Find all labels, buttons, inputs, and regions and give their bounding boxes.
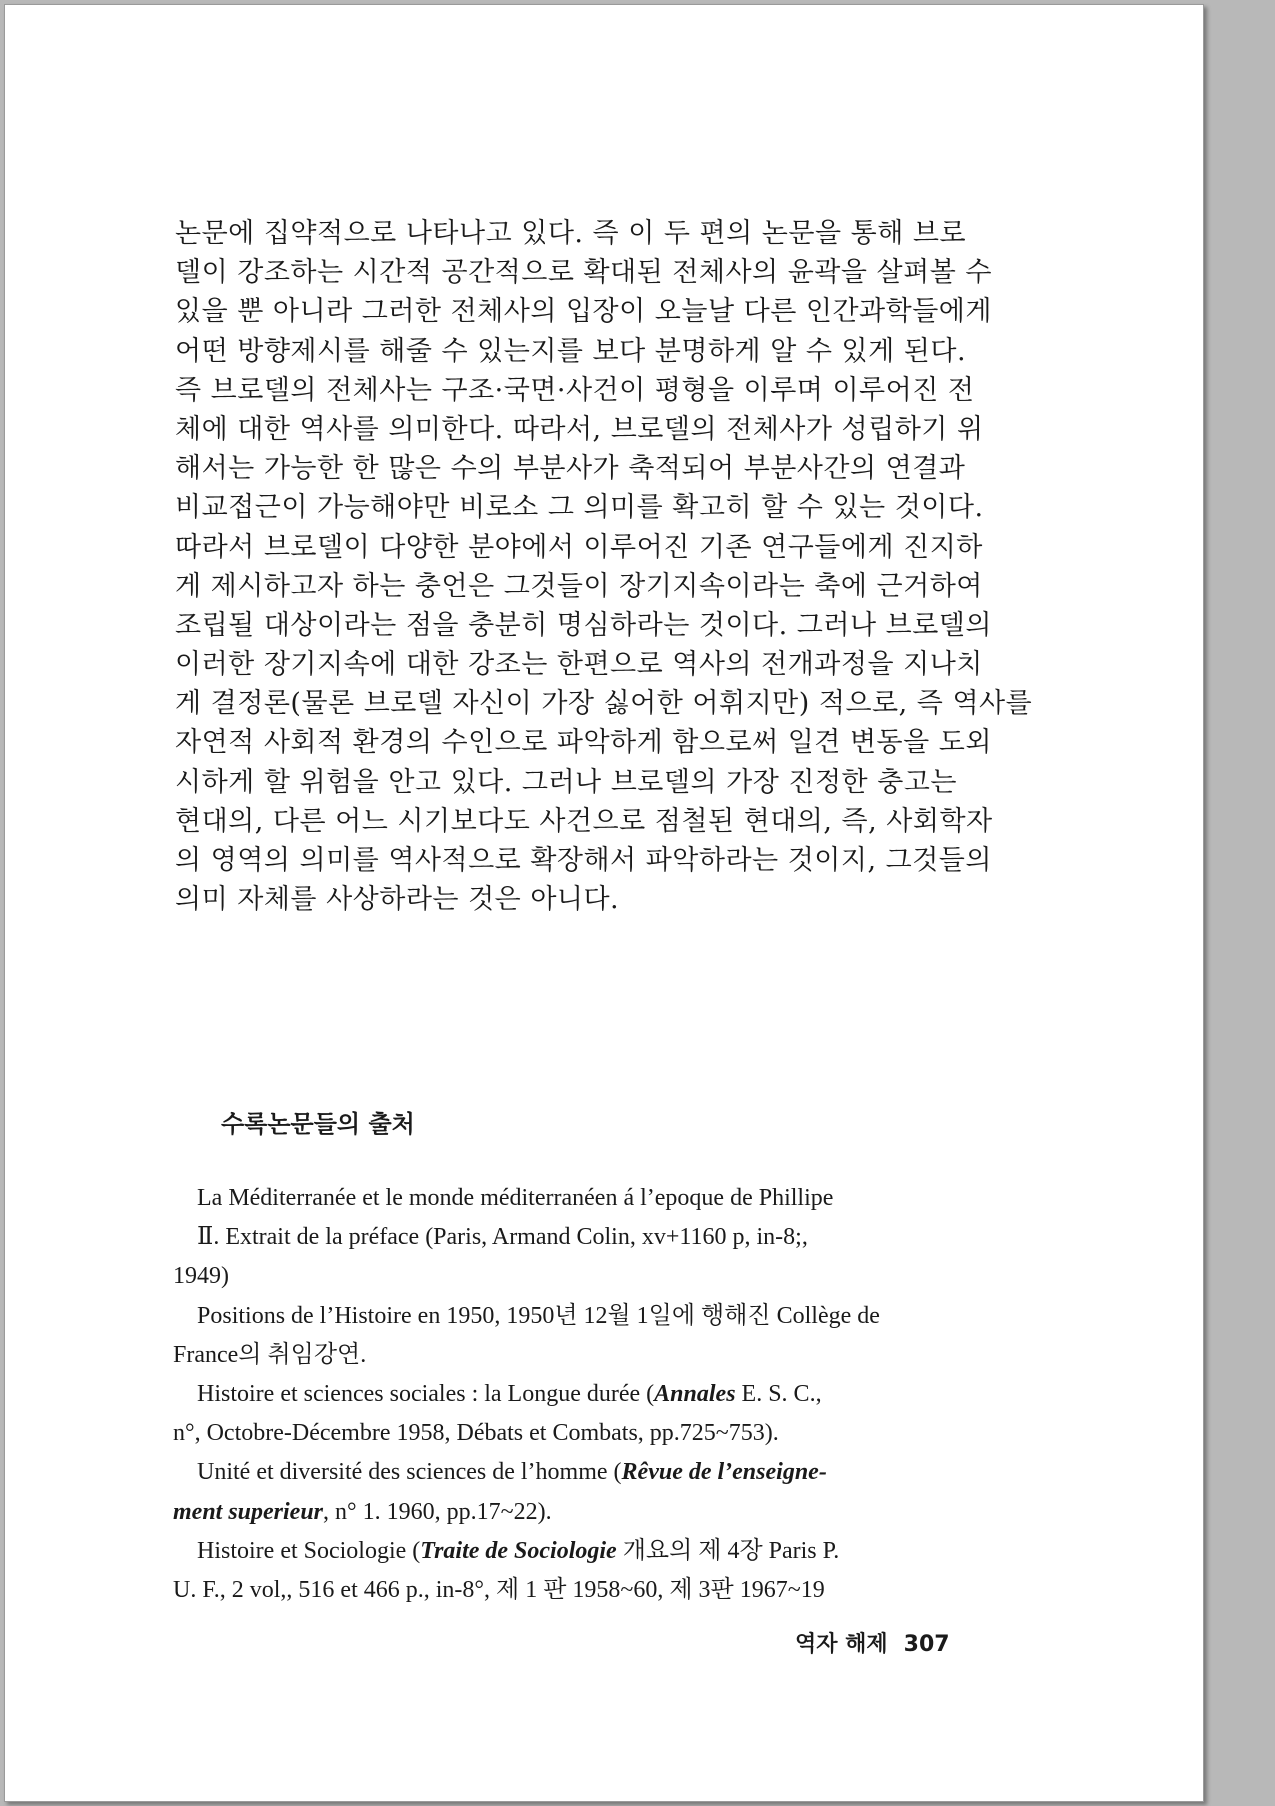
reference-line	[197, 1532, 1007, 1571]
body-line: 해서는 가능한 한 많은 수의 부분사가 축적되어 부분사간의 연결과	[175, 453, 966, 485]
reference-line: 1949)	[173, 1263, 229, 1290]
reference-line: U. F., 2 vol,, 516 et 466 p., in-8°, 제 1 판 1958~60, 제 3판 1967~19	[173, 1576, 825, 1603]
reference-line: Positions de l’Histoire en 1950, 1950년 12월 1일에 행해진 Collège de	[197, 1302, 880, 1329]
reference-text: 개요의 제 4장 Paris P.	[616, 1537, 840, 1564]
reference-text: , n° 1. 1960, pp.17~22).	[323, 1498, 552, 1525]
journal-title: Traite de Sociologie	[420, 1537, 617, 1564]
document-page	[4, 4, 1204, 1802]
body-line: 논문에 집약적으로 나타나고 있다. 즉 이 두 편의 논문을 통해 브로	[175, 218, 967, 249]
reference-line	[197, 1375, 1007, 1414]
body-line: 이러한 장기지속에 대한 강조는 한편으로 역사의 전개과정을 지나치	[175, 649, 983, 681]
body-text	[175, 214, 1035, 919]
body-line: 따라서 브로델이 다양한 분야에서 이루어진 기존 연구들에게 진지하	[175, 531, 983, 563]
body-line: 게 제시하고자 하는 충언은 그것들이 장기지속이라는 축에 근거하여	[175, 570, 983, 602]
reference-line: France의 취임강연.	[173, 1341, 367, 1368]
reference-text: Histoire et Sociologie (	[197, 1537, 421, 1564]
body-line: 즉 브로델의 전체사는 구조·국면·사건이 평형을 이루며 이루어진 전	[175, 374, 975, 406]
running-footer-label: 역자 해제	[795, 1632, 888, 1657]
body-line: 체에 대한 역사를 의미한다. 따라서, 브로델의 전체사가 성립하기 위	[175, 413, 984, 445]
reference-text: Histoire et sciences sociales : la Longue durée (	[197, 1380, 655, 1407]
reference-text: Unité et diversité des sciences de l’homme (	[197, 1459, 622, 1486]
reference-line	[173, 1493, 1007, 1532]
reference-line: Ⅱ. Extrait de la préface (Paris, Armand Colin, xv+1160 p, in-8;,	[197, 1224, 808, 1251]
reference-text: E. S. C.,	[735, 1380, 822, 1407]
journal-title: Annales	[654, 1380, 736, 1407]
body-line: 델이 강조하는 시간적 공간적으로 확대된 전체사의 윤곽을 살펴볼 수	[175, 257, 992, 289]
body-line: 의 영역의 의미를 역사적으로 확장해서 파악하라는 것이지, 그것들의	[175, 845, 992, 876]
body-line: 현대의, 다른 어느 시기보다도 사건으로 점철된 현대의, 즉, 사회학자	[175, 805, 993, 837]
journal-title: Rêvue de l’enseigne-	[621, 1459, 827, 1486]
body-line: 비교접근이 가능해야만 비로소 그 의미를 확고히 할 수 있는 것이다.	[175, 492, 984, 524]
page-number: 307	[903, 1632, 950, 1657]
body-line: 어떤 방향제시를 해줄 수 있는지를 보다 분명하게 알 수 있게 된다.	[175, 335, 967, 367]
reference-line	[197, 1453, 1007, 1492]
body-line: 의미 자체를 사상하라는 것은 아니다.	[175, 884, 620, 916]
body-line: 게 결정론(물론 브로델 자신이 가장 싫어한 어휘지만) 적으로, 즉 역사를	[175, 688, 1033, 720]
journal-title: ment superieur	[173, 1498, 324, 1525]
body-line: 시하게 할 위험을 안고 있다. 그러나 브로델의 가장 진정한 충고는	[175, 766, 957, 798]
body-line: 있을 뿐 아니라 그러한 전체사의 입장이 오늘날 다른 인간과학들에게	[175, 296, 992, 328]
page-footer	[795, 1627, 950, 1658]
section-title: 수록논문들의 출처	[221, 1110, 415, 1138]
body-line: 조립될 대상이라는 점을 충분히 명심하라는 것이다. 그러나 브로델의	[175, 609, 992, 641]
reference-line: La Méditerranée et le monde méditerranéen á l’epoque de Phillipe	[197, 1185, 834, 1211]
body-line: 자연적 사회적 환경의 수인으로 파악하게 함으로써 일견 변동을 도외	[175, 727, 992, 759]
reference-list	[173, 1179, 1007, 1610]
reference-line: n°, Octobre-Décembre 1958, Débats et Combats, pp.725~753).	[173, 1420, 779, 1447]
